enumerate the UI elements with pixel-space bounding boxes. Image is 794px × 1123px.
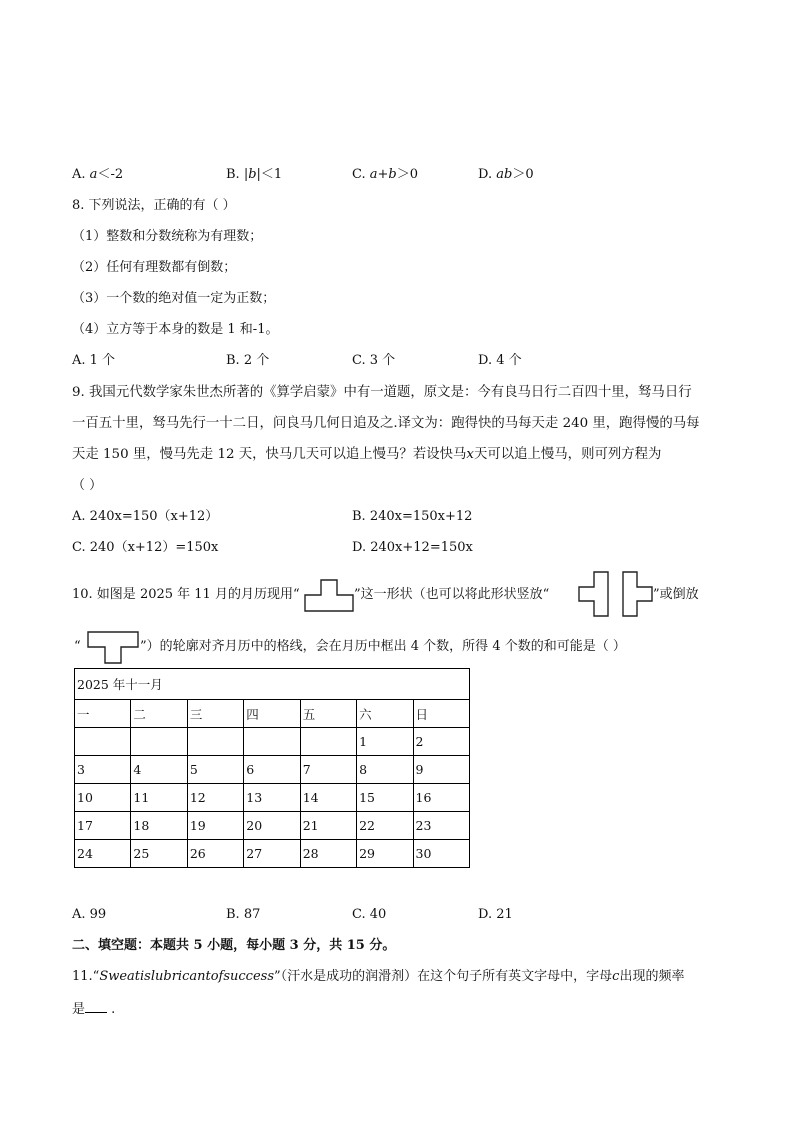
q8-stem: 8. 下列说法，正确的有（ ） (72, 198, 236, 213)
date-cell: 26 (187, 840, 243, 868)
date-cell: 21 (300, 812, 356, 840)
q10-option-b: B. 87 (226, 907, 261, 922)
date-cell: 8 (357, 756, 413, 784)
q9-option-d: D. 240x+12=150x (352, 540, 473, 555)
weekday-cell: 二 (131, 700, 187, 728)
date-cell: 2 (413, 728, 469, 756)
q10-line1-a: 10. 如图是 2025 年 11 月的月历现用“ (72, 587, 300, 602)
weekday-cell: 四 (244, 700, 300, 728)
date-cell: 15 (357, 784, 413, 812)
q9-option-b: B. 240x=150x+12 (352, 509, 473, 524)
q9-line-2: 一百五十里，驽马先行一十二日，问良马几何日追及之.译文为：跑得快的马每天走 240 里，跑得慢的马每 (72, 416, 700, 431)
calendar-week-row (75, 728, 470, 756)
date-cell (244, 728, 300, 756)
date-cell: 13 (244, 784, 300, 812)
calendar-title: 2025 年十一月 (75, 669, 470, 700)
date-cell (300, 728, 356, 756)
q8-option-d: D. 4 个 (478, 353, 522, 368)
q9-line-1: 9. 我国元代数学家朱世杰所著的《算学启蒙》中有一道题，原文是：今有良马日行二百四十里，驽马日行 (72, 385, 692, 400)
t-shape-vertical-right-figure (622, 571, 654, 617)
date-cell: 7 (300, 756, 356, 784)
q8-item-3: （3）一个数的绝对值一定为正数； (72, 291, 276, 306)
date-cell: 11 (131, 784, 187, 812)
q9-blank-paren: （ ） (72, 478, 103, 493)
q7-option-b: B. |b|＜1 (226, 167, 283, 182)
answer-blank[interactable] (85, 1000, 107, 1013)
date-cell: 18 (131, 812, 187, 840)
date-cell: 27 (244, 840, 300, 868)
q9-option-c: C. 240（x+12）=150x (72, 540, 219, 555)
date-cell: 5 (187, 756, 243, 784)
weekday-cell: 一 (75, 700, 131, 728)
q9-option-a: A. 240x=150（x+12） (72, 509, 219, 524)
q8-item-2: （2）任何有理数都有倒数； (72, 260, 237, 275)
date-cell: 9 (413, 756, 469, 784)
weekday-cell: 日 (413, 700, 469, 728)
calendar-week-row (75, 784, 470, 812)
date-cell: 17 (75, 812, 131, 840)
date-cell: 23 (413, 812, 469, 840)
calendar-table (74, 668, 470, 868)
q8-option-a: A. 1 个 (72, 353, 116, 368)
date-cell: 28 (300, 840, 356, 868)
q10-option-d: D. 21 (478, 907, 513, 922)
q10-line2-a: “ (74, 639, 81, 654)
date-cell: 20 (244, 812, 300, 840)
weekday-cell: 六 (357, 700, 413, 728)
date-cell: 1 (357, 728, 413, 756)
q8-option-c: C. 3 个 (352, 353, 396, 368)
q11-line-1: 11.“Sweatislubricantofsuccess”（汗水是成功的润滑剂）在这个句子所有英文字母中，字母c出现的频率 (72, 969, 685, 984)
date-cell: 6 (244, 756, 300, 784)
calendar-week-row (75, 812, 470, 840)
date-cell: 4 (131, 756, 187, 784)
t-shape-vertical-left-figure (578, 571, 610, 617)
t-shape-upright-figure (304, 579, 354, 612)
q8-option-b: B. 2 个 (226, 353, 270, 368)
date-cell: 29 (357, 840, 413, 868)
date-cell: 24 (75, 840, 131, 868)
weekday-cell: 五 (300, 700, 356, 728)
date-cell (187, 728, 243, 756)
date-cell: 3 (75, 756, 131, 784)
t-shape-inverted-figure (87, 631, 139, 664)
date-cell: 16 (413, 784, 469, 812)
date-cell (131, 728, 187, 756)
q10-line1-b: ”这一形状（也可以将此形状竖放“ (354, 587, 550, 602)
calendar-weekday-row (75, 700, 470, 728)
date-cell: 25 (131, 840, 187, 868)
section-title: 二、填空题：本题共 5 小题，每小题 3 分，共 15 分。 (72, 938, 396, 953)
q7-option-d: D. ab＞0 (478, 167, 534, 182)
q10-option-c: C. 40 (352, 907, 387, 922)
calendar-week-row (75, 756, 470, 784)
date-cell: 14 (300, 784, 356, 812)
q11-line-2: 是 . (72, 1002, 116, 1017)
q7-option-c: C. a+b＞0 (352, 167, 419, 182)
date-cell (75, 728, 131, 756)
date-cell: 22 (357, 812, 413, 840)
date-cell: 12 (187, 784, 243, 812)
date-cell: 30 (413, 840, 469, 868)
date-cell: 10 (75, 784, 131, 812)
q9-line-3: 天走 150 里，慢马先走 12 天，快马几天可以追上慢马？若设快马x天可以追上慢马，则可列方程为 (72, 447, 662, 462)
q8-item-1: （1）整数和分数统称为有理数； (72, 229, 263, 244)
weekday-cell: 三 (187, 700, 243, 728)
q8-item-4: （4）立方等于本身的数是 1 和-1。 (72, 322, 279, 337)
q10-option-a: A. 99 (72, 907, 107, 922)
date-cell: 19 (187, 812, 243, 840)
q10-line1-c: ”或倒放 (653, 587, 699, 602)
q10-line2-b: ”）的轮廓对齐月历中的格线，会在月历中框出 4 个数，所得 4 个数的和可能是（ ） (140, 639, 626, 654)
q7-option-a: A. a＜-2 (72, 167, 124, 182)
calendar-week-row (75, 840, 470, 868)
